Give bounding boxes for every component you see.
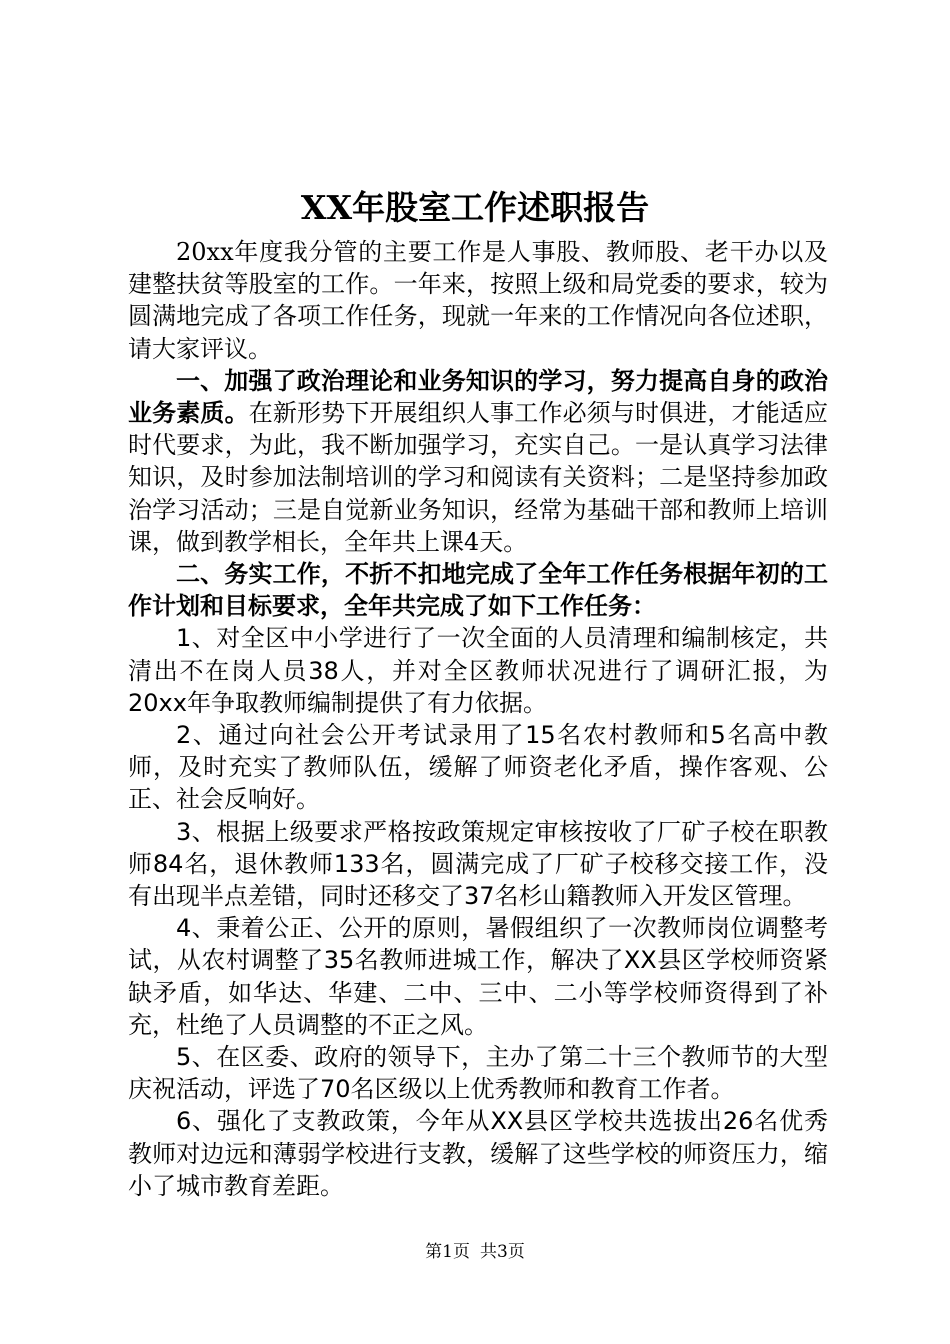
section-1-heading: 一、加强了政治理论和业务知识的学习，努力提高自身的政治业务素质。: [128, 366, 828, 428]
section-2-heading: 二、务实工作，不折不扣地完成了全年工作任务根据年初的工作计划和目标要求，全年共完成了如下工作任务：: [128, 560, 828, 621]
page-total: 共3页: [480, 1242, 525, 1262]
list-item-5: 5、在区委、政府的领导下，主办了第二十三个教师节的大型庆祝活动，评选了70名区级以上优秀教师和教育工作者。: [128, 1043, 828, 1104]
section-1-paragraph: [128, 365, 828, 558]
section-1-body: 在新形势下开展组织人事工作必须与时俱进，才能适应时代要求，为此，我不断加强学习，充实自己。一是认真学习法律知识，及时参加法制培训的学习和阅读有关资料；二是坚持参加政治学习活动；三是自觉新业务知识，经常为基础干部和教师上培训课，做到教学相长，全年共上课4天。: [128, 399, 829, 556]
list-item-3: 3、根据上级要求严格按政策规定审核按收了厂矿子校在职教师84名，退休教师133名，圆满完成了厂矿子校移交接工作，没有出现半点差错，同时还移交了37名杉山籍教师入开发区管理。: [128, 817, 828, 911]
document-title: XX年股室工作述职报告: [300, 188, 650, 227]
list-item-1: 1、对全区中小学进行了一次全面的人员清理和编制核定，共清出不在岗人员38人，并对全区教师状况进行了调研汇报，为20xx年争取教师编制提供了有力依据。: [128, 624, 828, 717]
list-item-2: 2、通过向社会公开考试录用了15名农村教师和5名高中教师，及时充实了教师队伍，缓解了师资老化矛盾，操作客观、公正、社会反响好。: [128, 721, 828, 814]
page-number: 第1页: [425, 1242, 470, 1262]
intro-paragraph: 20xx年度我分管的主要工作是人事股、教师股、老干办以及建整扶贫等股室的工作。一年来，按照上级和局党委的要求，较为圆满地完成了各项工作任务，现就一年来的工作情况向各位述职，请大家评议。: [128, 238, 828, 363]
list-item-6: 6、强化了支教政策，今年从XX县区学校共选拔出26名优秀教师对边远和薄弱学校进行支教，缓解了这些学校的师资压力，缩小了城市教育差距。: [128, 1107, 828, 1200]
list-item-4: 4、秉着公正、公开的原则，暑假组织了一次教师岗位调整考试，从农村调整了35名教师进城工作，解决了XX县区学校师资紧缺矛盾，如华达、华建、二中、三中、二小等学校师资得到了补充，杜绝了人员调整的不正之风。: [128, 914, 828, 1039]
page-footer: [0, 1240, 950, 1264]
document-body: [128, 236, 828, 1202]
